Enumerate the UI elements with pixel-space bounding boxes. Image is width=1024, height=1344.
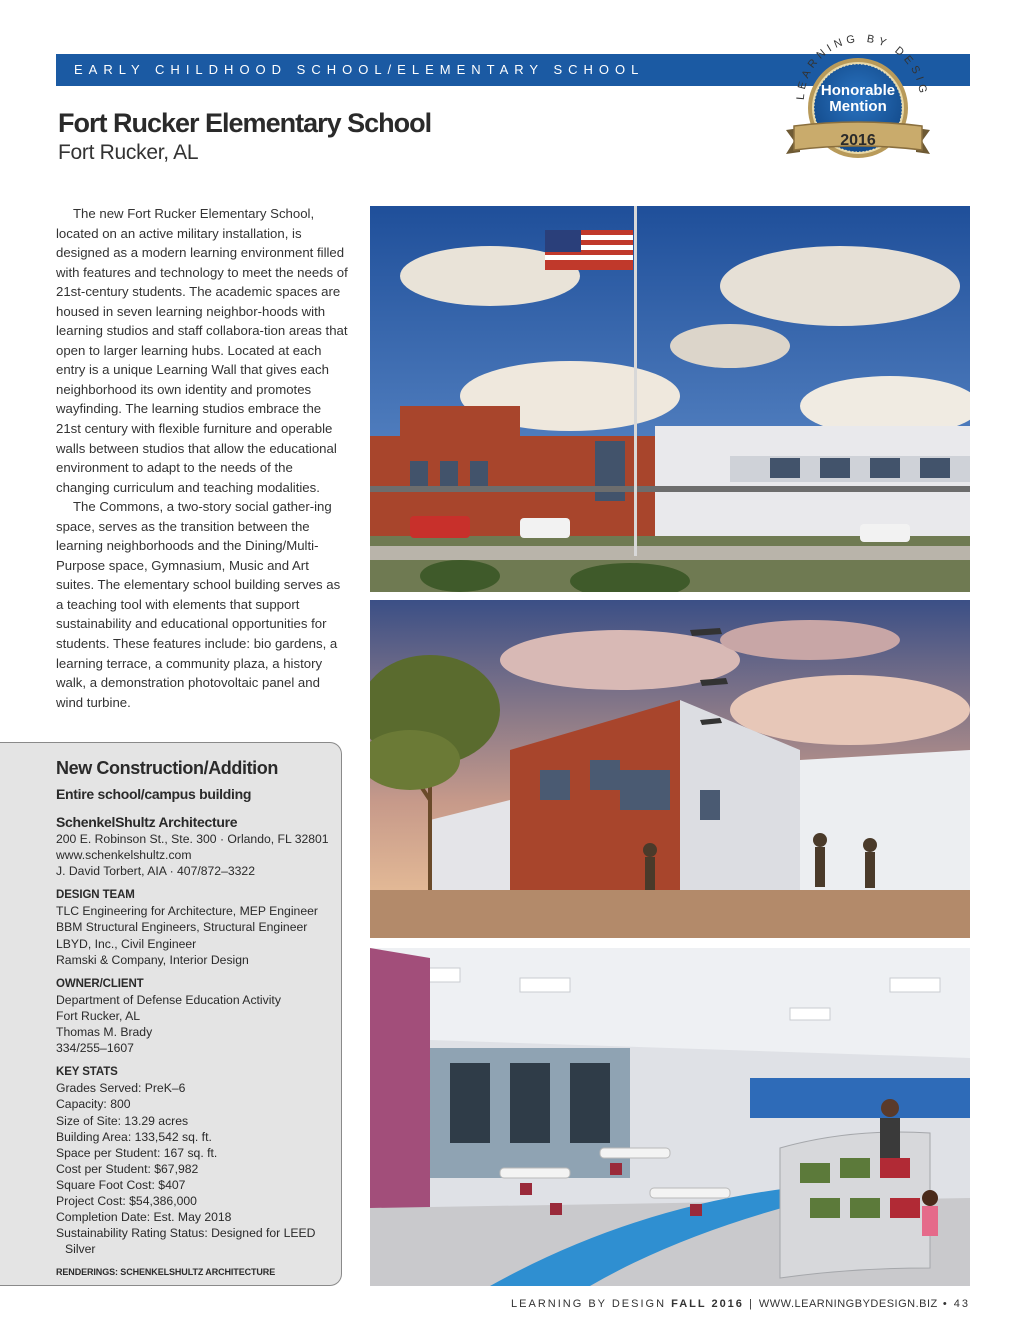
design-team-heading: DESIGN TEAM: [56, 889, 135, 902]
footer-separator: |: [748, 1298, 754, 1310]
owner-item: Department of Defense Education Activity: [56, 992, 281, 1007]
rendering-exterior-front: [370, 206, 970, 592]
key-stat: Building Area: 133,542 sq. ft.: [56, 1129, 212, 1144]
info-category: New Construction/Addition: [56, 758, 278, 778]
key-stat: Sustainability Rating Status: Designed for LEED: [56, 1226, 316, 1241]
award-year: 2016: [840, 132, 876, 149]
rendering-exterior-corner: [370, 600, 970, 938]
project-title: Fort Rucker Elementary School: [58, 108, 432, 138]
key-stat-continued: Silver: [65, 1242, 96, 1257]
award-badge: [782, 22, 942, 182]
project-info-box: [0, 742, 342, 1286]
key-stat: Space per Student: 167 sq. ft.: [56, 1145, 218, 1160]
key-stat: Grades Served: PreK–6: [56, 1081, 186, 1096]
firm-contact: J. David Torbert, AIA · 407/872–3322: [56, 864, 255, 879]
body-paragraph-1: The new Fort Rucker Elementary School, located on an active military installation, is designed as a modern learning environment filled with features and technology to meet the needs of 21st-century students. The academic spaces are housed in seven learning neighbor-hoods with learning studios and staff collabora-tion areas that open to larger learning hubs. Located at each entry is a unique Learning Wall that gives each neighborhood its own identity and promotes wayfinding. The learning studios embrace the 21st century with flexible furniture and operable walls between studios that allow the educational environment to adapt to the needs of the changing curriculum and teaching modalities.: [56, 206, 348, 495]
design-team-item: TLC Engineering for Architecture, MEP Engineer: [56, 904, 318, 919]
key-stat: Square Foot Cost: $407: [56, 1177, 186, 1192]
owner-heading: OWNER/CLIENT: [56, 977, 144, 990]
key-stat: Size of Site: 13.29 acres: [56, 1113, 189, 1128]
footer-issue: FALL 2016: [671, 1298, 744, 1310]
owner-item: 334/255–1607: [56, 1041, 134, 1056]
key-stats-heading: KEY STATS: [56, 1066, 118, 1079]
firm-website: www.schenkelshultz.com: [56, 848, 192, 863]
design-team-item: Ramski & Company, Interior Design: [56, 952, 249, 967]
award-line2: Mention: [829, 98, 887, 115]
renderings-credit: RENDERINGS: SCHENKELSHULTZ ARCHITECTURE: [56, 1267, 276, 1277]
firm-address: 200 E. Robinson St., Ste. 300 · Orlando, FL 32801: [56, 832, 329, 846]
project-title-block: [58, 108, 431, 165]
article-body: [56, 204, 348, 712]
footer-magazine: LEARNING BY DESIGN: [511, 1298, 667, 1310]
info-scope: Entire school/campus building: [56, 786, 252, 802]
project-location: Fort Rucker, AL: [58, 141, 199, 164]
award-line1: Honorable: [820, 82, 896, 99]
owner-item: Fort Rucker, AL: [56, 1008, 140, 1023]
design-team-item: LBYD, Inc., Civil Engineer: [56, 936, 197, 951]
footer-website: WWW.LEARNINGBYDESIGN.BIZ: [758, 1298, 938, 1310]
firm-name: SchenkelShultz Architecture: [56, 814, 238, 830]
page-number: 43: [953, 1298, 970, 1310]
rendering-interior-commons: [370, 948, 970, 1286]
body-paragraph-2: The Commons, a two-story social gather-ing space, serves as the transition between the learning neighborhoods and the Dining/Multi-Purpose space, Gymnasium, Music and Art suites. The elementary school building serves as a teaching tool with elements that support sustainability and educational opportunities for students. These features include: bio gardens, a learning terrace, a community plaza, a history walk, a demonstration photovoltaic panel and wind turbine.: [56, 499, 341, 710]
design-team-item: BBM Structural Engineers, Structural Engineer: [56, 920, 308, 935]
owner-item: Thomas M. Brady: [56, 1025, 153, 1040]
key-stat: Cost per Student: $67,982: [56, 1161, 199, 1176]
section-label: EARLY CHILDHOOD SCHOOL/ELEMENTARY SCHOOL: [74, 62, 645, 77]
page-footer: [511, 1298, 970, 1310]
key-stat: Project Cost: $54,386,000: [56, 1193, 197, 1208]
key-stat: Capacity: 800: [56, 1097, 131, 1112]
key-stat: Completion Date: Est. May 2018: [56, 1210, 232, 1225]
footer-bullet: •: [942, 1298, 949, 1310]
award-arc-text: LEARNING BY DESIG: [794, 32, 930, 101]
